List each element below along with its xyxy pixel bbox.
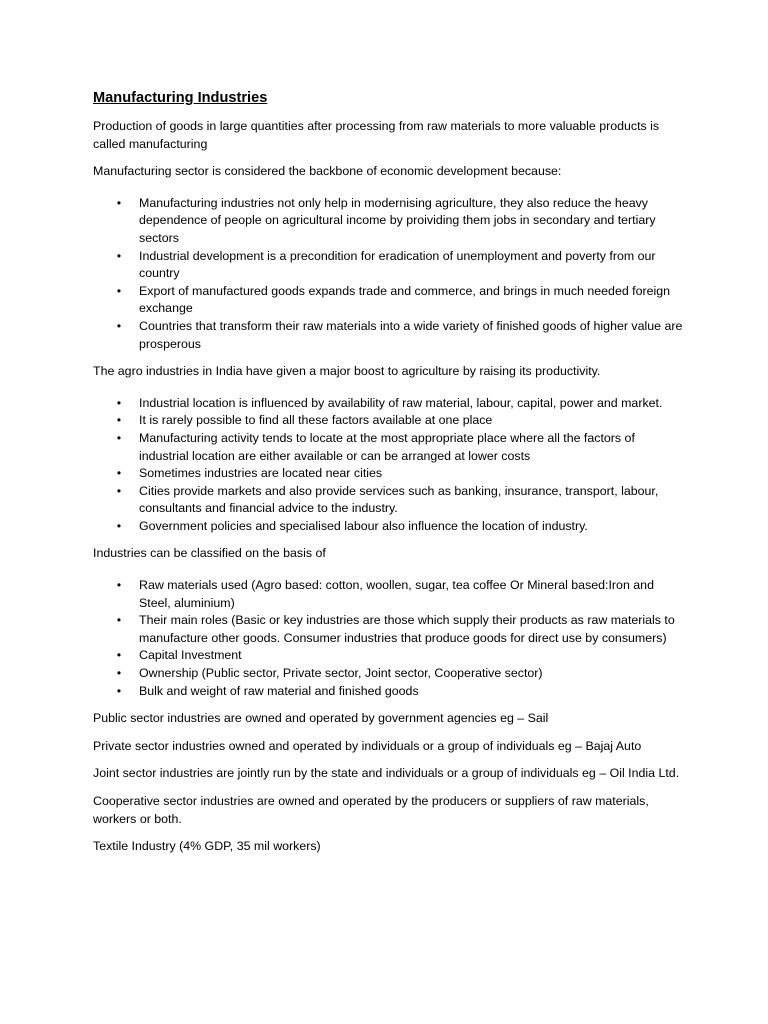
list-item-text: Raw materials used (Agro based: cotton, woollen, sugar, tea coffee Or Mineral based:Iron and Steel, aluminium) — [139, 578, 654, 610]
textile-industry-paragraph: Textile Industry (4% GDP, 35 mil workers) — [93, 839, 321, 854]
bullet-icon: • — [116, 413, 122, 428]
bullet-icon: • — [116, 283, 122, 298]
bullet-icon: • — [116, 195, 122, 210]
list-item-text: Bulk and weight of raw material and finished goods — [139, 683, 419, 698]
bullet-icon: • — [116, 648, 122, 663]
list-item-text: Industrial development is a precondition for eradication of unemployment and poverty from our country — [139, 248, 656, 281]
list-item-text: Capital Investment — [139, 648, 242, 663]
bullet-icon: • — [116, 248, 122, 263]
cooperative-sector-paragraph: Cooperative sector industries are owned and operated by the producers or suppliers of raw materials, workers or both. — [93, 794, 649, 826]
bullet-icon: • — [116, 578, 122, 593]
intro-paragraph: Production of goods in large quantities after processing from raw materials to more valuable products is called manufacturing — [93, 119, 660, 151]
document-title: Manufacturing Industries — [93, 90, 268, 106]
list-item-text: Ownership (Public sector, Private sector, Joint sector, Cooperative sector) — [139, 666, 543, 681]
list-item — [93, 483, 683, 518]
list-item — [93, 612, 683, 647]
list-item-text: Export of manufactured goods expands trade and commerce, and brings in much needed foreign exchange — [139, 283, 671, 316]
list-item — [93, 430, 683, 465]
list-item — [93, 412, 683, 430]
bullet-icon: • — [116, 683, 122, 698]
list-item — [93, 283, 683, 318]
document-page — [93, 88, 683, 866]
bullet-icon: • — [116, 518, 122, 533]
list-item — [93, 683, 683, 701]
list-item — [93, 318, 683, 353]
backbone-heading: Manufacturing sector is considered the backbone of economic development because: — [93, 164, 562, 179]
classification-list — [93, 577, 683, 700]
list-item — [93, 195, 683, 248]
classification-heading: Industries can be classified on the basis of — [93, 546, 326, 561]
private-sector-paragraph: Private sector industries owned and operated by individuals or a group of individuals eg – Bajaj Auto — [93, 738, 642, 753]
bullet-icon: • — [116, 430, 122, 445]
list-item-text: Industrial location is influenced by availability of raw material, labour, capital, power and market. — [139, 395, 663, 410]
list-item-text: Government policies and specialised labour also influence the location of industry. — [139, 518, 588, 533]
list-item — [93, 518, 683, 536]
list-item-text: Manufacturing activity tends to locate at the most appropriate place where all the factors of industrial location are either available or can be arranged at lower costs — [139, 430, 635, 463]
agro-paragraph: The agro industries in India have given a major boost to agriculture by raising its productivity. — [93, 364, 601, 379]
location-list — [93, 395, 683, 536]
list-item — [93, 665, 683, 683]
bullet-icon: • — [116, 318, 122, 333]
joint-sector-paragraph: Joint sector industries are jointly run by the state and individuals or a group of individuals eg – Oil India Ltd. — [93, 766, 680, 781]
list-item-text: It is rarely possible to find all these factors available at one place — [139, 413, 493, 428]
bullet-icon: • — [116, 483, 122, 498]
list-item-text: Manufacturing industries not only help in modernising agriculture, they also reduce the heavy dependence of people on agricultural income by proividing them jobs in secondary and tertiary sectors — [139, 195, 656, 245]
bullet-icon: • — [116, 466, 122, 481]
list-item-text: Cities provide markets and also provide services such as banking, insurance, transport, labour, consultants and financial advice to the industry. — [139, 483, 659, 516]
bullet-icon: • — [116, 613, 122, 628]
bullet-icon: • — [116, 666, 122, 681]
list-item — [93, 577, 683, 612]
list-item — [93, 465, 683, 483]
list-item — [93, 395, 683, 413]
list-item — [93, 248, 683, 283]
public-sector-paragraph: Public sector industries are owned and operated by government agencies eg – Sail — [93, 711, 549, 726]
list-item — [93, 647, 683, 665]
bullet-icon: • — [116, 395, 122, 410]
list-item-text: Their main roles (Basic or key industries are those which supply their products as raw materials to manufacture other goods. Consumer industries that produce goods for direct use by consumers) — [139, 613, 675, 645]
list-item-text: Sometimes industries are located near cities — [139, 466, 383, 481]
list-item-text: Countries that transform their raw materials into a wide variety of finished goods of higher value are prosperous — [139, 318, 683, 351]
backbone-list — [93, 195, 683, 353]
